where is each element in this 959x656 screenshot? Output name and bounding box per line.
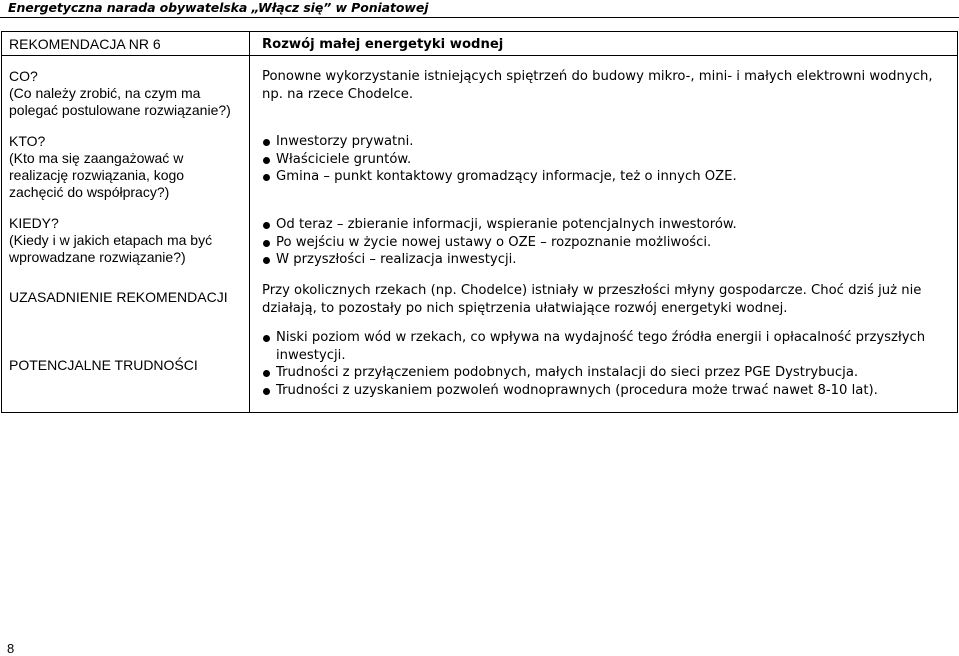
when-list (262, 216, 949, 269)
who-question-line: (Kto ma się zaangażować w (9, 150, 184, 166)
solution-title: Rozwój małej energetyki wodnej (262, 37, 504, 52)
what-question-block (9, 68, 243, 119)
justification-text: Przy okolicznych rzekach (np. Chodelce) istniały w przeszłości młyny gospodarcze. Choć dziś już nie działają, to pozostały po nich spiętrzenia ułatwiające rozwój energetyki wodnej. (262, 283, 922, 316)
when-label: KIEDY? (9, 215, 59, 231)
list-item: Od teraz – zbieranie informacji, wspieranie potencjalnych inwestorów. (262, 216, 949, 234)
when-question-line: wprowadzane rozwiązanie?) (9, 249, 186, 265)
list-item: Trudności z uzyskaniem pozwoleń wodnoprawnych (procedura może trwać nawet 8-10 lat). (262, 382, 949, 400)
answers-cell (250, 56, 958, 413)
header-divider (0, 17, 959, 18)
document-header-title: Energetyczna narada obywatelska „Włącz się” w Poniatowej (8, 0, 429, 15)
list-item: Niski poziom wód w rzekach, co wpływa na wydajność tego źródła energii i opłacalność przyszłych inwestycji. (262, 329, 949, 364)
list-item: Po wejściu w życie nowej ustawy o OZE – rozpoznanie możliwości. (262, 234, 949, 252)
when-question-block (9, 215, 243, 266)
solution-title-cell (250, 32, 958, 56)
who-question-block (9, 133, 243, 201)
when-question-line: (Kiedy i w jakich etapach ma być (9, 232, 213, 248)
list-item: Właściciele gruntów. (262, 151, 949, 169)
who-list (262, 133, 949, 186)
who-question-line: zachęcić do współpracy?) (9, 184, 170, 200)
list-item: W przyszłości – realizacja inwestycji. (262, 251, 949, 269)
recommendation-number-cell (2, 32, 250, 56)
recommendation-table (1, 31, 958, 413)
page-number: 8 (7, 641, 15, 656)
difficulties-label: POTENCJALNE TRUDNOŚCI (9, 357, 198, 373)
recommendation-number: REKOMENDACJA NR 6 (9, 36, 161, 52)
difficulties-list (262, 329, 949, 399)
list-item: Trudności z przyłączeniem podobnych, małych instalacji do sieci przez PGE Dystrybucja. (262, 364, 949, 382)
what-answer: Ponowne wykorzystanie istniejących spiętrzeń do budowy mikro-, mini- i małych elektrowni wodnych, np. na rzece Chodelce. (262, 69, 933, 102)
questions-cell (2, 56, 250, 413)
who-label: KTO? (9, 133, 46, 149)
list-item: Inwestorzy prywatni. (262, 133, 949, 151)
who-question-line: realizację rozwiązania, kogo (9, 167, 185, 183)
what-label: CO? (9, 68, 38, 84)
justification-label: UZASADNIENIE REKOMENDACJI (9, 289, 228, 305)
list-item: Gmina – punkt kontaktowy gromadzący informacje, też o innych OZE. (262, 168, 949, 186)
what-question-line: polegać postulowane rozwiązanie?) (9, 102, 231, 118)
what-question-line: (Co należy zrobić, na czym ma (9, 85, 201, 101)
